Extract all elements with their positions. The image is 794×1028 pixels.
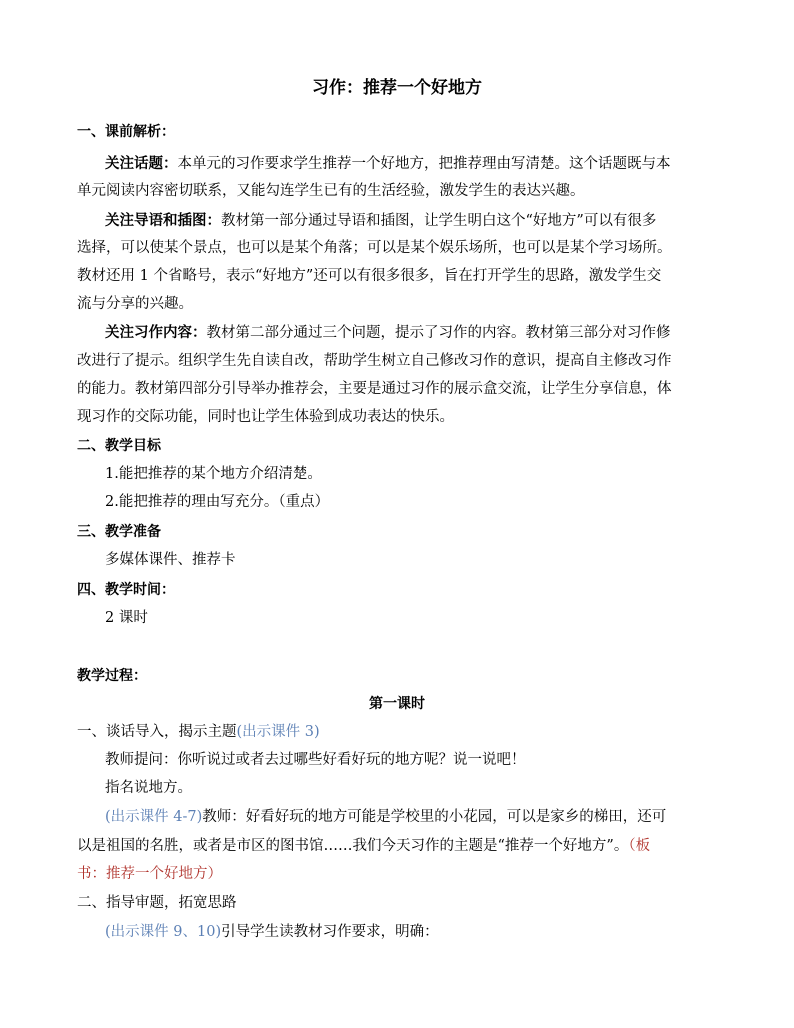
paragraph-guide-line4: 流与分享的兴趣。 [77, 296, 193, 312]
section-heading-time: 四、教学时间： [77, 582, 175, 598]
paragraph-content-line3: 的能力。教材第四部分引导举办推荐会，主要是通过习作的展示盒交流，让学生分享信息，体 [77, 381, 672, 397]
paragraph-content-line2: 改进行了提示。组织学生先自读自改，帮助学生树立自己修改习作的意识，提高自主修改习作 [77, 353, 672, 369]
section-heading-process: 教学过程： [77, 668, 147, 684]
lesson-heading: 第一课时 [369, 696, 425, 712]
paragraph-guide-line2: 选择，可以使某个景点，也可以是某个角落；可以是某个娱乐场所，也可以是某个学习场所。 [77, 240, 672, 256]
step2-text: 引导学生读教材习作要求，明确： [221, 924, 439, 940]
step1-courseware-note: (出示课件 3) [236, 724, 320, 740]
paragraph-content-line4: 现习作的交际功能，同时也让学生体验到成功表达的快乐。 [77, 409, 454, 425]
section-heading-goals: 二、教学目标 [77, 438, 161, 454]
step1-para-text-2: 以是祖国的名胜，或者是市区的图书馆……我们今天习作的主题是“推荐一个好地方”。 [77, 838, 629, 854]
step2-courseware-note: (出示课件 9、10) [105, 924, 222, 940]
step1-board-note-end: 书：推荐一个好地方） [77, 866, 222, 882]
step1-name-place: 指名说地方。 [105, 780, 192, 796]
label-topic: 关注话题： [105, 156, 178, 172]
step1-paragraph-line1 [105, 807, 666, 827]
step2-heading: 二、指导审题，拓宽思路 [77, 895, 237, 911]
step1-teacher-question: 教师提问：你听说过或者去过哪些好看好玩的地方呢？说一说吧！ [105, 752, 526, 768]
label-guide: 关注导语和插图： [105, 213, 221, 229]
paragraph-guide-line3: 教材还用 1 个省略号，表示“好地方”还可以有很多很多，旨在打开学生的思路，激发学生交 [77, 268, 662, 284]
paragraph-guide-line1 [105, 211, 656, 231]
label-content: 关注习作内容： [105, 325, 207, 341]
section-heading-prep: 三、教学准备 [77, 524, 161, 540]
step1-paragraph-line2 [77, 836, 650, 856]
paragraph-content-line1 [105, 323, 671, 343]
goal-item-1: 1.能把推荐的某个地方介绍清楚。 [105, 466, 322, 482]
paragraph-topic-line1 [105, 154, 671, 174]
step1-heading [77, 722, 320, 742]
step1-para-text-1: 教师：好看好玩的地方可能是学校里的小花园，可以是家乡的梯田，还可 [202, 809, 667, 825]
paragraph-topic-line2: 单元阅读内容密切联系，又能勾连学生已有的生活经验，激发学生的表达兴趣。 [77, 183, 585, 199]
text-content-1: 教材第二部分通过三个问题，提示了习作的内容。教材第三部分对习作修 [206, 325, 671, 341]
step1-text: 一、谈话导入，揭示主题 [77, 724, 237, 740]
text-topic-1: 本单元的习作要求学生推荐一个好地方，把推荐理由写清楚。这个话题既与本 [177, 156, 671, 172]
section-heading-pre-analysis: 一、课前解析： [77, 124, 175, 140]
goal-item-2: 2.能把推荐的理由写充分。（重点） [105, 494, 330, 510]
document-title: 习作：推荐一个好地方 [312, 78, 482, 98]
step2-paragraph [105, 922, 439, 942]
time-text: 2 课时 [105, 610, 148, 626]
prep-text: 多媒体课件、推荐卡 [105, 552, 236, 568]
step1-board-note-start: （板 [628, 838, 651, 854]
text-guide-1: 教材第一部分通过导语和插图，让学生明白这个“好地方”可以有很多 [221, 213, 657, 229]
step1-courseware-note-2: (出示课件 4-7) [105, 809, 203, 825]
